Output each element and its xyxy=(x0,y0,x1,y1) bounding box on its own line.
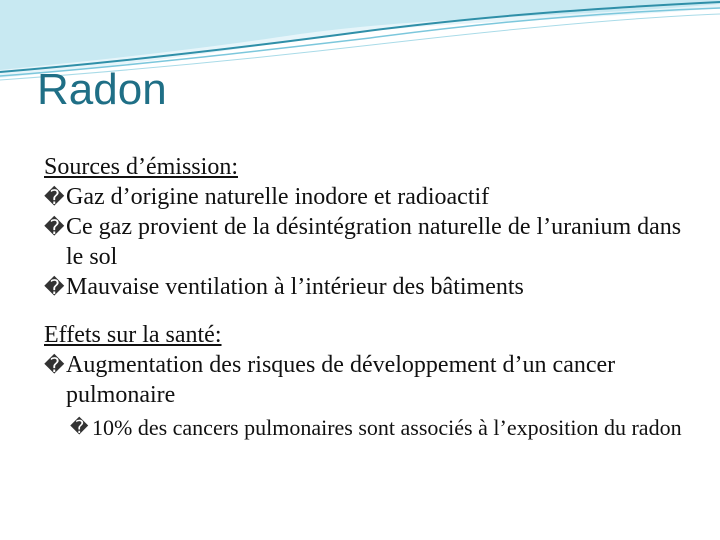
bullet-text: Ce gaz provient de la désintégration naturelle de l’uranium dans le sol xyxy=(66,214,682,270)
section-heading-sources: Sources d’émission: xyxy=(44,154,238,180)
list-item xyxy=(44,350,694,410)
sub-list-item xyxy=(44,414,694,442)
list-item xyxy=(44,182,694,212)
bullet-icon: � xyxy=(44,185,65,209)
list-item xyxy=(44,212,694,272)
bullet-text: Augmentation des risques de développement d’un cancer pulmonaire xyxy=(66,352,616,408)
section-heading-health: Effets sur la santé: xyxy=(44,322,222,348)
bullet-text: Gaz d’origine naturelle inodore et radioactif xyxy=(66,184,490,210)
list-item xyxy=(44,272,694,302)
bullet-icon: � xyxy=(70,417,89,438)
bullet-icon: � xyxy=(44,353,65,377)
bullet-icon: � xyxy=(44,215,65,239)
bullet-icon: � xyxy=(44,275,65,299)
slide-body xyxy=(44,152,694,442)
bullet-text: Mauvaise ventilation à l’intérieur des bâtiments xyxy=(66,274,524,300)
slide-title: Radon xyxy=(37,65,167,114)
section-spacer xyxy=(44,302,694,320)
sub-bullet-text: 10% des cancers pulmonaires sont associés à l’exposition du radon xyxy=(92,415,682,440)
